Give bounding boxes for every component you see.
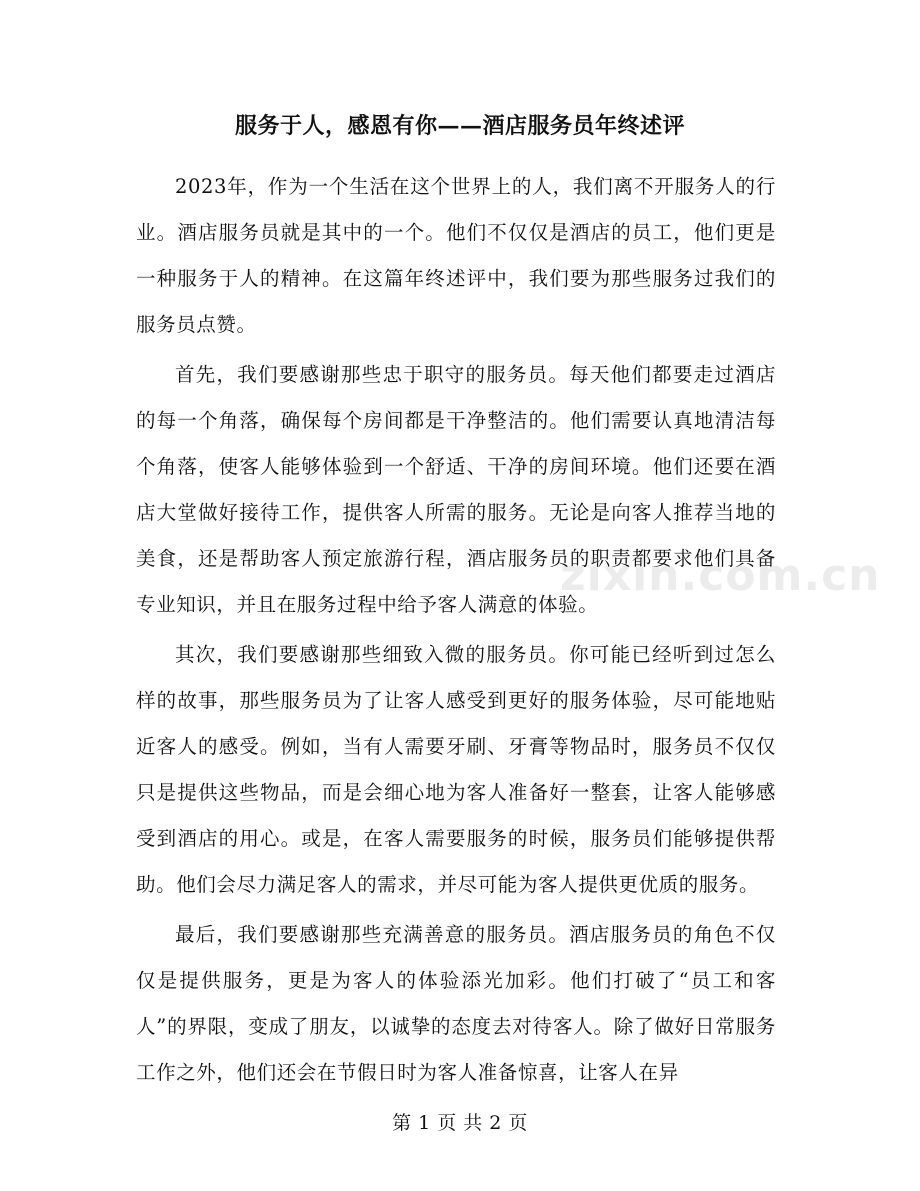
- paragraph-second: 其次，我们要感谢那些细致入微的服务员。你可能已经听到过怎么样的故事，那些服务员为了让客人感受到更好的服务体验，尽可能地贴近客人的感受。例如，当有人需要牙刷、牙膏等物品时，服务员不仅仅只是提供这些物品，而是会细心地为客人准备好一整套，让客人能够感受到酒店的用心。或是，在客人需要服务的时候，服务员们能够提供帮助。他们会尽力满足客人的需求，并尽可能为客人提供更优质的服务。: [136, 643, 776, 896]
- watermark-text: zixin.com.cn: [560, 550, 881, 601]
- document-title: 服务于人，感恩有你——酒店服务员年终述评: [234, 113, 685, 139]
- paragraph-intro: 2023年，作为一个生活在这个世界上的人，我们离不开服务人的行业。酒店服务员就是其中的一个。他们不仅仅是酒店的员工，他们更是一种服务于人的精神。在这篇年终述评中，我们要为那些服务过我们的服务员点赞。: [136, 175, 776, 336]
- paragraph-first: 首先，我们要感谢那些忠于职守的服务员。每天他们都要走过酒店的每一个角落，确保每个房间都是干净整洁的。他们需要认真地清洁每个角落，使客人能够体验到一个舒适、干净的房间环境。他们还要在酒店大堂做好接待工作，提供客人所需的服务。无论是向客人推荐当地的美食，还是帮助客人预定旅游行程，酒店服务员的职责都要求他们具备专业知识，并且在服务过程中给予客人满意的体验。: [136, 363, 776, 616]
- paragraph-last: 最后，我们要感谢那些充满善意的服务员。酒店服务员的角色不仅仅是提供服务，更是为客人的体验添光加彩。他们打破了“员工和客人”的界限，变成了朋友，以诚挚的态度去对待客人。除了做好日常服务工作之外，他们还会在节假日时为客人准备惊喜，让客人在异: [136, 923, 776, 1084]
- document-body: [136, 164, 776, 1100]
- page-number-footer: 第 1 页 共 2 页: [392, 1112, 528, 1134]
